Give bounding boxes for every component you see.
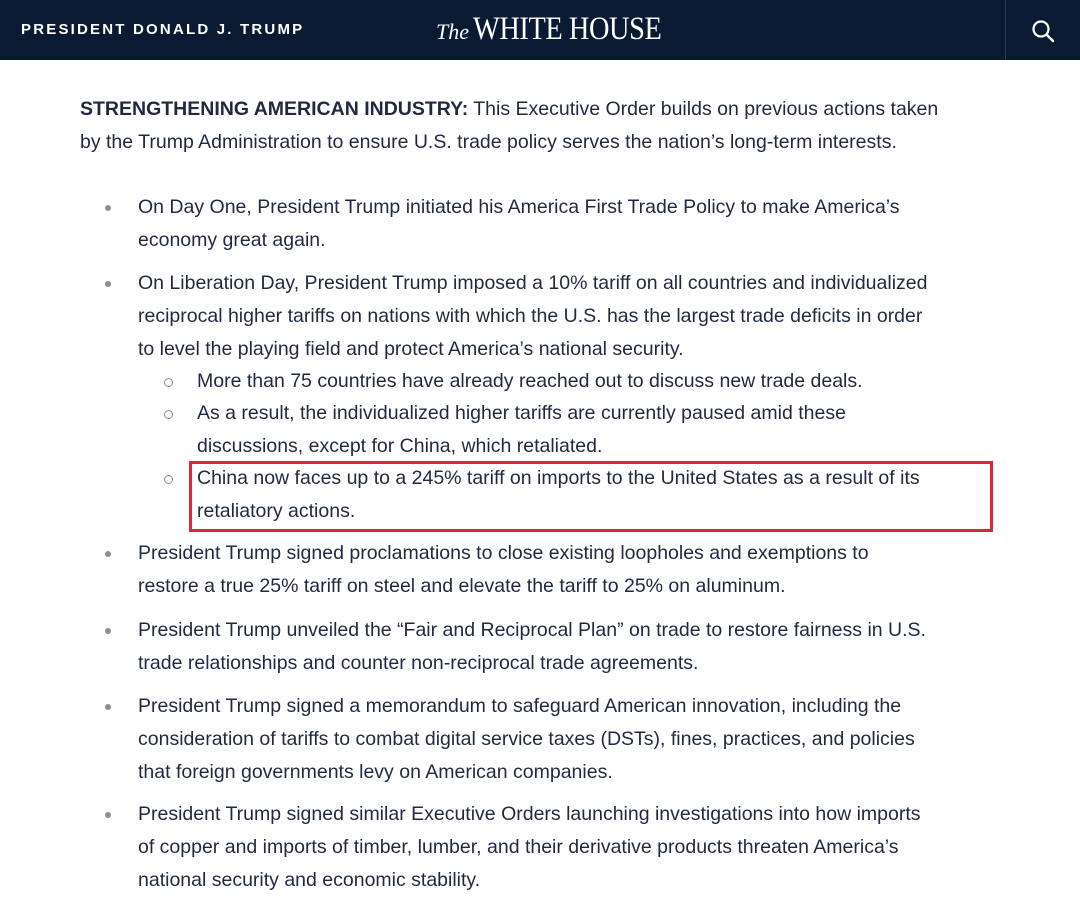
- white-house-logo[interactable]: [436, 11, 692, 48]
- list-item-text: to level the playing field and protect America’s national security.: [138, 338, 684, 360]
- sub-bullet-circle: [164, 378, 173, 387]
- president-link[interactable]: PRESIDENT DONALD J. TRUMP: [21, 21, 305, 38]
- list-item-text: economy great again.: [138, 229, 326, 251]
- bullet-dot: [105, 704, 111, 710]
- list-item-text: trade relationships and counter non-reciprocal trade agreements.: [138, 652, 699, 674]
- logo-the: The: [436, 19, 469, 44]
- logo-name: WHITE HOUSE: [473, 11, 662, 47]
- bullet-dot: [105, 205, 111, 211]
- bullet-dot: [105, 281, 111, 287]
- list-item-text: that foreign governments levy on American companies.: [138, 761, 613, 783]
- list-item-text: of copper and imports of timber, lumber, and their derivative products threaten America’s: [138, 836, 899, 858]
- list-item-text: President Trump signed proclamations to close existing loopholes and exemptions to: [138, 542, 869, 564]
- site-header: [0, 0, 1080, 60]
- search-button[interactable]: [1005, 0, 1080, 60]
- bullet-dot: [105, 628, 111, 634]
- bullet-dot: [105, 812, 111, 818]
- list-item-text: consideration of tariffs to combat digital service taxes (DSTs), fines, practices, and policies: [138, 728, 915, 750]
- list-item-text: reciprocal higher tariffs on nations with which the U.S. has the largest trade deficits in order: [138, 305, 923, 327]
- bullet-dot: [105, 551, 111, 557]
- sub-list-item-text: discussions, except for China, which retaliated.: [197, 435, 603, 457]
- list-item-text: On Day One, President Trump initiated his America First Trade Policy to make America’s: [138, 196, 900, 218]
- sub-bullet-circle: [164, 410, 173, 419]
- sub-bullet-circle: [164, 475, 173, 484]
- list-item-text: national security and economic stability.: [138, 869, 481, 891]
- intro-line-2: by the Trump Administration to ensure U.S. trade policy serves the nation’s long-term interests.: [80, 131, 897, 153]
- sub-list-item-text: China now faces up to a 245% tariff on imports to the United States as a result of its: [197, 467, 920, 489]
- list-item-text: President Trump signed a memorandum to safeguard American innovation, including the: [138, 695, 902, 717]
- sub-list-item-text: As a result, the individualized higher tariffs are currently paused amid these: [197, 402, 846, 424]
- list-item-text: restore a true 25% tariff on steel and elevate the tariff to 25% on aluminum.: [138, 575, 786, 597]
- sub-list-item-text: retaliatory actions.: [197, 500, 356, 522]
- list-item-text: President Trump signed similar Executive Orders launching investigations into how imports: [138, 803, 921, 825]
- highlight-annotation-box: [189, 461, 993, 532]
- intro-text: This Executive Order builds on previous actions taken: [468, 98, 939, 120]
- list-item-text: On Liberation Day, President Trump imposed a 10% tariff on all countries and individualized: [138, 272, 928, 294]
- search-icon: [1031, 19, 1055, 43]
- intro-line-1: [80, 93, 1040, 126]
- intro-lead: STRENGTHENING AMERICAN INDUSTRY:: [80, 98, 469, 120]
- sub-list-item-text: More than 75 countries have already reached out to discuss new trade deals.: [197, 370, 863, 392]
- list-item-text: President Trump unveiled the “Fair and Reciprocal Plan” on trade to restore fairness in U.S.: [138, 619, 926, 641]
